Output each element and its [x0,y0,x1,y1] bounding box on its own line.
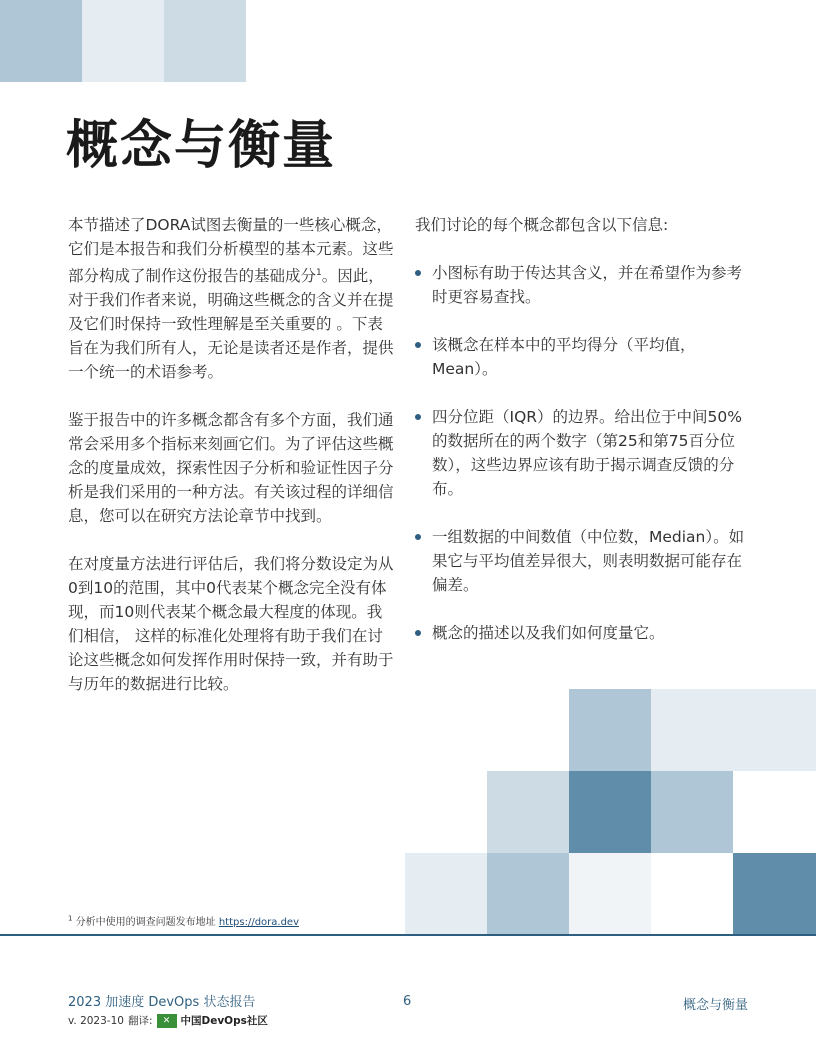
decor-tile [487,771,569,853]
bullet-icon [415,414,421,420]
footer-report-title: 2023 加速度 DevOps 状态报告 [68,995,256,1010]
footnote [68,913,299,928]
devops-community-logo-icon: ✕ [157,1014,177,1028]
decor-tile [733,689,816,771]
list-item: 四分位距（IQR）的边界。给出位于中间50%的数据所在的两个数字（第25和第75百分位数），这些边界应该有助于揭示调查反馈的分布。 [415,405,755,501]
list-item: 小图标有助于传达其含义，并在希望作为参考时更容易查找。 [415,261,755,309]
decor-tile [569,689,651,771]
list-item: 该概念在样本中的平均得分（平均值，Mean）。 [415,333,755,381]
decor-tile [82,0,164,82]
decor-tile [651,689,733,771]
page-number: 6 [403,994,412,1009]
translate-label: 翻译: [127,1015,153,1027]
left-column [68,213,396,720]
decor-tile [405,853,487,934]
footnote-link[interactable]: https://dora.dev [218,917,299,928]
right-column [415,213,755,669]
concept-info-intro: 我们讨论的每个概念都包含以下信息: [415,216,669,234]
concept-info-list [415,261,755,645]
paragraph-measurement: 鉴于报告中的许多概念都含有多个方面，我们通常会采用多个指标来刻画它们。为了评估这些概念的度量成效，探索性因子分析和验证性因子分析是我们采用的一种方法。有关该过程的详细信息，您可以在研究方法论章节中找到。 [68,411,394,526]
decor-tile [569,853,651,934]
list-item: 概念的描述以及我们如何度量它。 [415,621,755,645]
footer-divider [0,934,816,936]
decor-tile [0,0,82,82]
footnote-text: 分析中使用的调查问题发布地址 [75,917,216,928]
decor-tile [164,0,246,82]
decor-tile [569,771,651,853]
version-label: v. 2023-10 [68,1014,124,1027]
list-item: 一组数据的中间数值（中位数，Median）。如果它与平均值差异很大，则表明数据可能存在偏差。 [415,525,755,597]
bullet-icon [415,342,421,348]
bullet-icon [415,630,421,636]
decor-tile [651,771,733,853]
decor-tile [733,853,816,934]
bullet-icon [415,270,421,276]
footnote-ref[interactable]: 1 [316,268,322,278]
decor-tile [487,853,569,934]
community-name: 中国DevOps社区 [180,1015,268,1027]
page-title: 概念与衡量 [66,116,337,176]
bullet-icon [415,534,421,540]
paragraph-scoring: 在对度量方法进行评估后，我们将分数设定为从0到10的范围，其中0代表某个概念完全没有体现，而10则代表某个概念最大程度的体现。我们相信， 这样的标准化处理将有助于我们在讨论这些概念如何发挥作用时保持一致，并有助于与历年的数据进行比较。 [68,555,394,694]
paragraph-intro: 本节描述了DORA试图去衡量的一些核心概念，它们是本报告和我们分析模型的基本元素。这些部分构成了制作这份报告的基础成分$^1$。因此，对于我们作者来说，明确这些概念的含义并在提及它们时保持一致性理解是至关重要的 。下表旨在为我们所有人，无论是读者还是作者，提供一个统一的术语参考。 [68,216,394,382]
footnote-number: 1 [68,914,73,923]
footer-section-title: 概念与衡量 [682,998,748,1013]
footer-version-line [68,1013,268,1028]
